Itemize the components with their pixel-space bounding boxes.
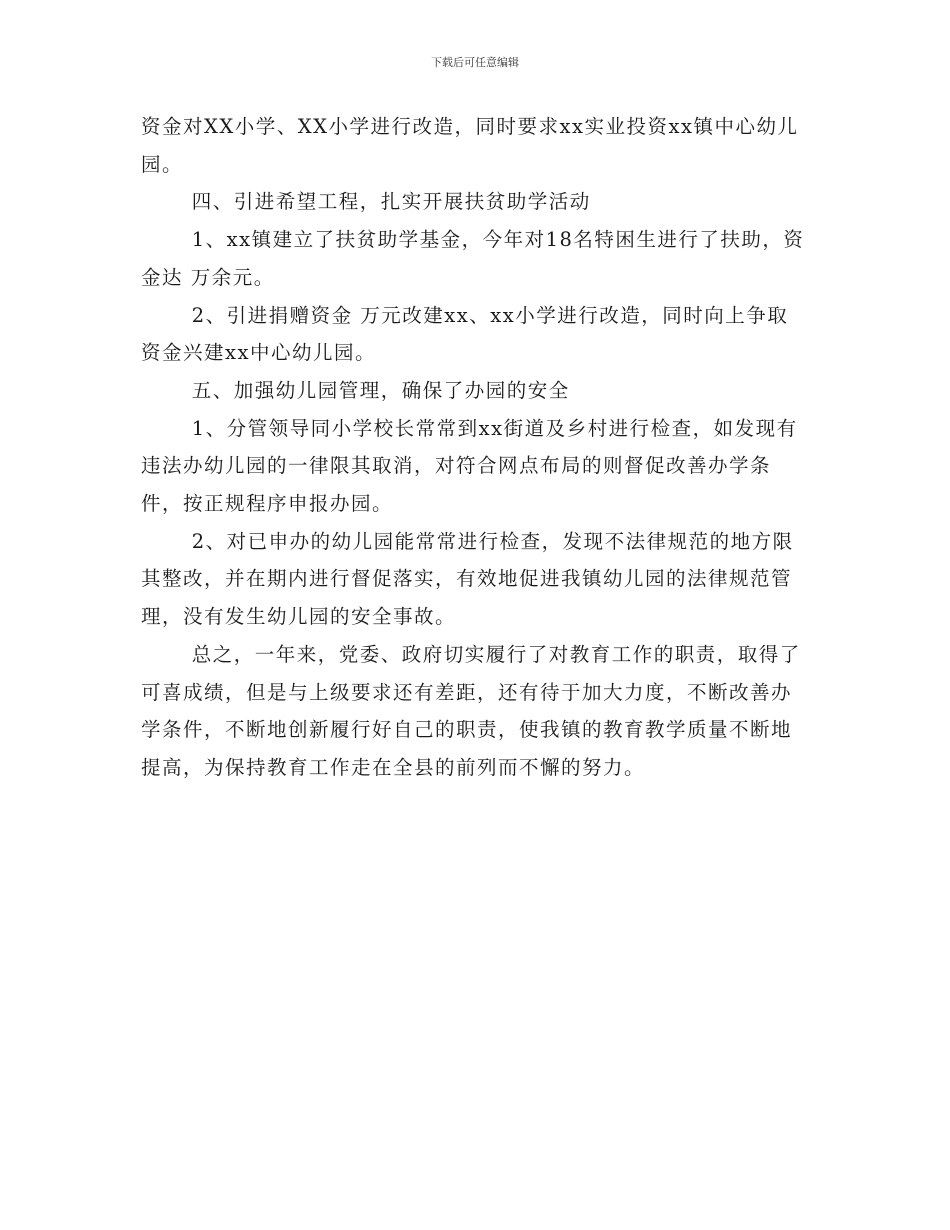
- page-header-note: 下载后可任意编辑: [431, 56, 519, 69]
- paragraph-4-1: 1、xx镇建立了扶贫助学基金，今年对18名特困生进行了扶助，资金达 万余元。: [141, 228, 805, 289]
- paragraph-4-2: 2、引进捐赠资金 万元改建xx、xx小学进行改造，同时向上争取资金兴建xx中心幼儿园。: [141, 303, 789, 365]
- paragraph-continuation: 资金对XX小学、XX小学进行改造，同时要求xx实业投资xx镇中心幼儿园。: [141, 115, 799, 176]
- paragraph-5-2: 2、对已申办的幼儿园能常常进行检查，发现不法律规范的地方限其整改，并在期内进行督促落实，有效地促进我镇幼儿园的法律规范管理，没有发生幼儿园的安全事故。: [141, 529, 794, 629]
- document-body: [141, 108, 809, 787]
- paragraph-summary: 总之，一年来，党委、政府切实履行了对教育工作的职责，取得了可喜成绩，但是与上级要求还有差距，还有待于加大力度，不断改善办学条件，不断地创新履行好自己的职责，使我镇的教育教学质量不断地提高，为保持教育工作走在全县的前列而不懈的努力。: [141, 642, 801, 779]
- section-heading-4: 四、引进希望工程，扎实开展扶贫助学活动: [191, 190, 591, 214]
- section-heading-5: 五、加强幼儿园管理，确保了办园的安全: [191, 378, 570, 402]
- paragraph-5-1: 1、分管领导同小学校长常常到xx街道及乡村进行检查，如发现有违法办幼儿园的一律限其取消，对符合网点布局的则督促改善办学条件，按正规程序申报办园。: [141, 416, 798, 516]
